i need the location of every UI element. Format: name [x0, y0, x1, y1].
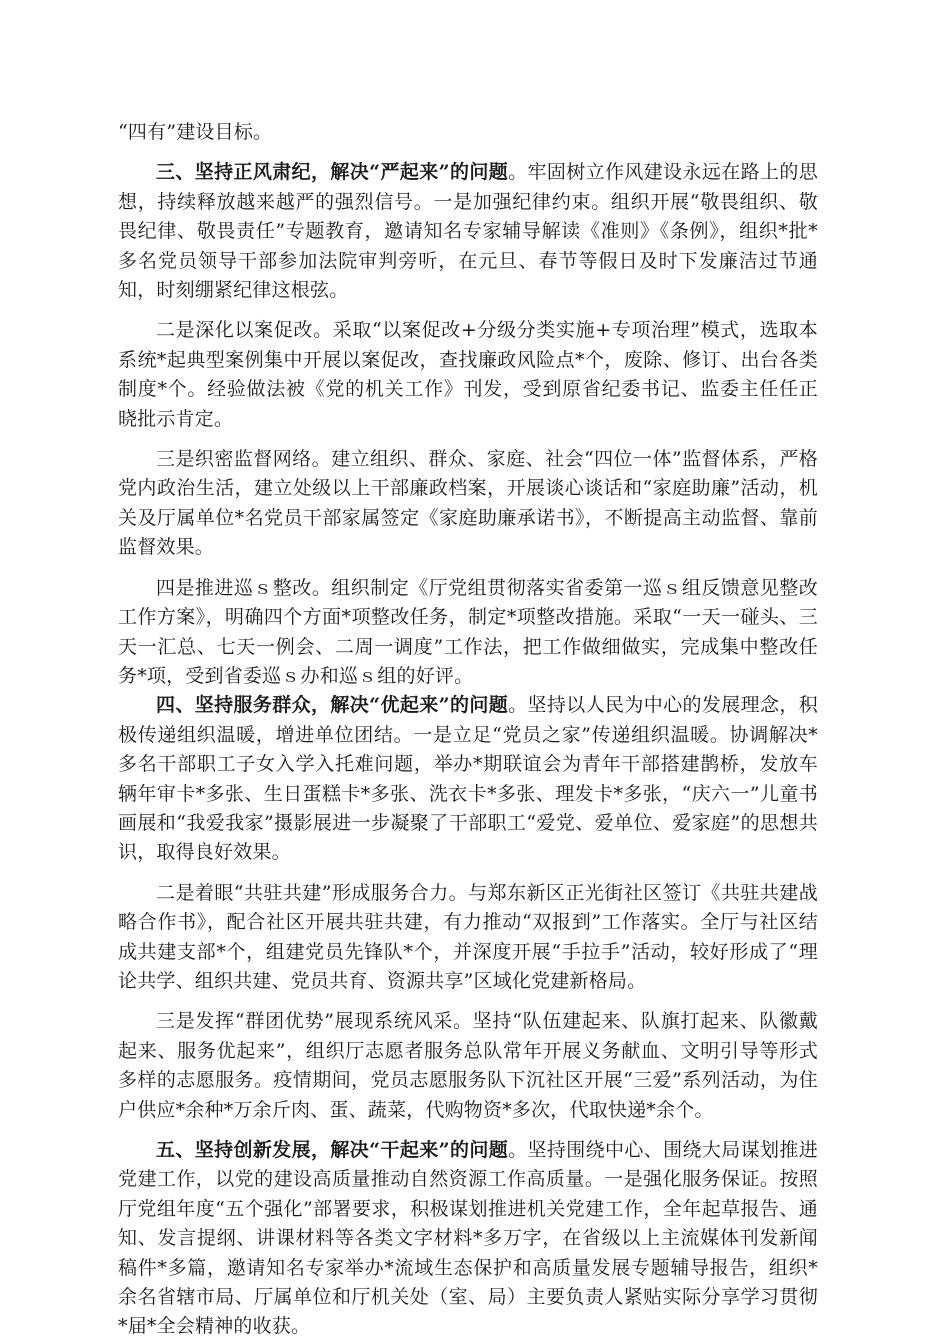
paragraph-0: [118, 118, 818, 147]
section-five-heading: 五、坚持创新发展，解决“干起来”的问题: [156, 1139, 509, 1161]
section-four-heading: 四、坚持服务群众，解决“优起来”的问题: [156, 694, 509, 717]
section-three-heading: 三、坚持正风肃纪，解决“严起来”的问题: [156, 161, 509, 184]
section-four-paragraph: [118, 691, 818, 867]
paragraph-3-text: 三是织密监督网络。建立组织、群众、家庭、社会“四位一体”监督体系，严格党内政治生活，建立处级以上干部廉政档案，开展谈心谈话和“家庭助廉”活动，机关及厅属单位*名党员干部家属签定《家庭助廉承诺书》，不断提高主动监督、靠前监督效果。: [118, 448, 818, 559]
paragraph-4-text: 四是推进巡ｓ整改。组织制定《厅党组贯彻落实省委第一巡ｓ组反馈意见整改工作方案》，明确四个方面*项整改任务，制定*项整改措施。采取“一天一碰头、三天一汇总、七天一例会、二周一调度”工作法，把工作做细做实，完成集中整改任务*项，受到省委巡ｓ办和巡ｓ组的好评。: [118, 576, 818, 687]
paragraph-7: [118, 1007, 818, 1125]
section-five-paragraph: [118, 1136, 818, 1342]
section-three-text: 。牢固树立作风建设永远在路上的思想，持续释放越来越严的强烈信号。一是加强纪律约束。组织开展“敬畏组织、敬畏纪律、敬畏责任”专题教育，邀请知名专家辅导解读《准则》《条例》，组织*批*多名党员领导干部参加法院审判旁听，在元旦、春节等假日及时下发廉洁过节通知，时刻绷紧纪律这根弦。: [118, 161, 818, 302]
section-four-text: 。坚持以人民为中心的发展理念，积极传递组织温暖，增进单位团结。一是立足“党员之家”传递组织温暖。协调解决*多名干部职工子女入学入托难问题，举办*期联谊会为青年干部搭建鹊桥，发放车辆年审卡*多张、生日蛋糕卡*多张、洗衣卡*多张、理发卡*多张，“庆六一”儿童书画展和“我爱我家”摄影展进一步凝聚了干部职工“爱党、爱单位、爱家庭”的思想共识，取得良好效果。: [118, 694, 818, 864]
paragraph-6: [118, 879, 818, 997]
paragraph-2: [118, 316, 818, 434]
paragraph-2-text: 二是深化以案促改。采取“以案促改+分级分类实施+专项治理”模式，选取本系统*起典型案例集中开展以案促改，查找廉政风险点*个，废除、修订、出台各类制度*个。经验做法被《党的机关工作》刊发，受到原省纪委书记、监委主任任正晓批示肯定。: [118, 319, 818, 430]
paragraph-4: [118, 574, 818, 692]
paragraph-6-text: 二是着眼“共驻共建”形成服务合力。与郑东新区正光街社区签订《共驻共建战略合作书》，配合社区开展共驻共建，有力推动“双报到”工作落实。全厅与社区结成共建支部*个，组建党员先锋队*个，并深度开展“手拉手”活动，较好形成了“理论共学、组织共建、党员共育、资源共享”区域化党建新格局。: [118, 881, 818, 992]
paragraph-3: [118, 445, 818, 563]
section-three-paragraph: [118, 158, 818, 305]
section-five-text: 。坚持围绕中心、围绕大局谋划推进党建工作，以党的建设高质量推动自然资源工作高质量。一是强化服务保证。按照厅党组年度“五个强化”部署要求，积极谋划推进机关党建工作，全年起草报告、通知、发言提纲、讲课材料等各类文字材料*多万字，在省级以上主流媒体刊发新闻稿件*多篇，邀请知名专家举办*流域生态保护和高质量发展专题辅导报告，组织*余名省辖市局、厅属单位和厅机关处（室、局）主要负责人紧贴实际分享学习贯彻*届*全会精神的收获。: [118, 1139, 818, 1338]
document-page: [118, 118, 818, 1342]
paragraph-7-text: 三是发挥“群团优势”展现系统风采。坚持“队伍建起来、队旗打起来、队徽戴起来、服务优起来”，组织厅志愿者服务总队常年开展义务献血、文明引导等形式多样的志愿服务。疫情期间，党员志愿服务队下沉社区开展“三爱”系列活动，为住户供应*余种*万余斤肉、蛋、蔬菜，代购物资*多次，代取快递*余个。: [118, 1010, 818, 1121]
paragraph-0-text: “四有”建设目标。: [118, 121, 273, 143]
